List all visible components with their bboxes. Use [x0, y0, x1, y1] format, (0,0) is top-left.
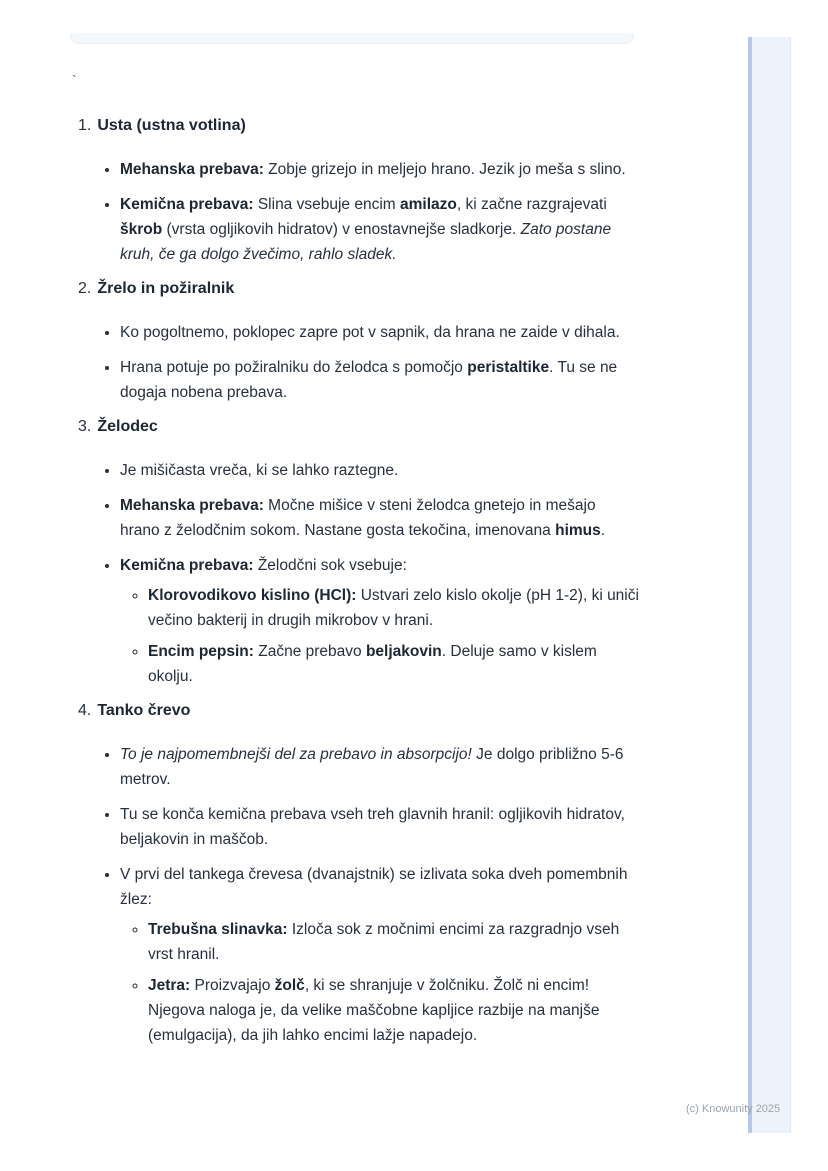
list-item	[120, 802, 639, 852]
section-heading	[78, 114, 639, 138]
bullet-text: • Hrana potuje po požiralniku do želodca s pomočjo peristaltike. Tu se ne dogaja nobena prebava.	[120, 359, 618, 401]
list-item	[120, 742, 639, 792]
bullet-list	[78, 320, 639, 405]
bullet-list	[78, 742, 639, 1048]
section-tanko-crevo	[78, 699, 639, 1048]
sub-list-item	[148, 639, 639, 689]
section-usta	[78, 114, 639, 267]
stray-backtick-mark: `	[72, 72, 77, 88]
bullet-text: • Mehanska prebava: Zobje grizejo in meljejo hrano. Jezik jo meša s slino.	[120, 161, 626, 178]
section-title: Tanko črevo	[97, 702, 191, 719]
bullet-list	[78, 458, 639, 689]
section-title: Usta (ustna votlina)	[97, 117, 246, 134]
section-zelodec	[78, 415, 639, 689]
list-item	[120, 458, 639, 483]
bullet-text: • Kemična prebava: Slina vsebuje encim amilazo, ki začne razgrajevati škrob (vrsta ogljikovih hidratov) v enostavnejše sladkorje. Zato postane kruh, če ga dolgo žvečimo, rahlo sladek.	[120, 196, 612, 263]
sub-list-item	[148, 583, 639, 633]
section-heading	[78, 415, 639, 439]
section-number: 2.	[78, 280, 92, 297]
section-number: 4.	[78, 702, 92, 719]
copyright-watermark: (c) Knowunity 2025	[686, 1103, 781, 1115]
sub-bullet-text: ◦ Jetra: Proizvajajo žolč, ki se shranjuje v žolčniku. Žolč ni encim! Njegova naloga je, da velike maščobne kapljice razbije na manjše (emulgacija), da jih lahko encimi lažje napadejo.	[148, 977, 600, 1044]
bullet-text: • Kemična prebava: Želodčni sok vsebuje:	[120, 557, 407, 574]
bullet-text: • Ko pogoltnemo, poklopec zapre pot v sapnik, da hrana ne zaide v dihala.	[120, 324, 620, 341]
bullet-text: • V prvi del tankega črevesa (dvanajstnik) se izlivata soka dveh pomembnih žlez:	[120, 866, 628, 908]
sub-bullet-text: ◦ Klorovodikovo kislino (HCl): Ustvari zelo kislo okolje (pH 1-2), ki uniči večino bakterij in drugih mikrobov v hrani.	[148, 587, 639, 629]
section-number: 3.	[78, 418, 92, 435]
section-zrelo-poziralnik	[78, 277, 639, 405]
list-item	[120, 320, 639, 345]
list-item	[120, 157, 639, 182]
sub-bullet-text: ◦ Encim pepsin: Začne prebavo beljakovin. Deluje samo v kislem okolju.	[148, 643, 597, 685]
sub-bullet-list	[120, 583, 639, 689]
bullet-text: • Mehanska prebava: Močne mišice v steni želodca gnetejo in mešajo hrano z želodčnim sokom. Nastane gosta tekočina, imenovana himus.	[120, 497, 606, 539]
sub-bullet-text: ◦ Trebušna slinavka: Izloča sok z močnimi encimi za razgradnjo vseh vrst hranil.	[148, 921, 620, 963]
sub-list-item	[148, 973, 639, 1048]
bullet-text: • To je najpomembnejši del za prebavo in absorpcijo! Je dolgo približno 5-6 metrov.	[120, 746, 624, 788]
section-title: Želodec	[97, 418, 158, 435]
bullet-text: • Je mišičasta vreča, ki se lahko raztegne.	[120, 462, 399, 479]
section-title: Žrelo in požiralnik	[97, 280, 235, 297]
list-item	[120, 355, 639, 405]
section-number: 1.	[78, 117, 92, 134]
notes-body	[78, 114, 639, 1058]
right-margin-strip	[748, 37, 791, 1133]
sub-bullet-list	[120, 917, 639, 1048]
list-item	[120, 553, 639, 689]
section-heading	[78, 277, 639, 301]
list-item	[120, 862, 639, 1048]
bullet-text: • Tu se konča kemična prebava vseh treh glavnih hranil: ogljikovih hidratov, beljakovin in maščob.	[120, 806, 625, 848]
previous-card-bottom-edge	[70, 33, 634, 44]
sub-list-item	[148, 917, 639, 967]
bullet-list	[78, 157, 639, 267]
list-item	[120, 493, 639, 543]
list-item	[120, 192, 639, 267]
section-heading	[78, 699, 639, 723]
